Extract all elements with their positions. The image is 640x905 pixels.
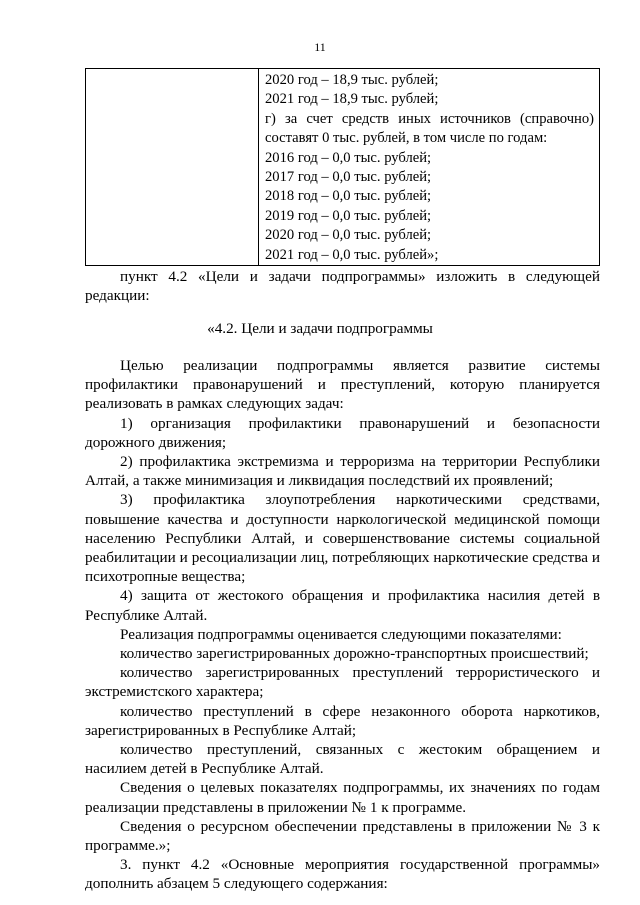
paragraph: 3. пункт 4.2 «Основные мероприятия государственной программы» дополнить абзацем 5 следующего содержания: [85, 856, 600, 893]
paragraph: 4) защита от жестокого обращения и профилактика насилия детей в Республике Алтай. [85, 587, 600, 624]
table-line: 2016 год – 0,0 тыс. рублей; [265, 149, 432, 166]
paragraph: 2) профилактика экстремизма и терроризма на территории Республики Алтай, а также минимизация и ликвидация последствий их проявлений; [85, 453, 600, 490]
table-cell-empty [86, 69, 259, 266]
table-line: 2018 год – 0,0 тыс. рублей; [265, 188, 432, 205]
paragraph: 1) организация профилактики правонарушений и безопасности дорожного движения; [85, 414, 600, 451]
table-line: 2020 год – 0,0 тыс. рублей; [265, 227, 432, 244]
table-line: составят 0 тыс. рублей, в том числе по годам: [265, 130, 548, 147]
paragraph: Целью реализации подпрограммы является развитие системы профилактики правонарушений и преступлений, которую планируется реализовать в рамках следующих задач: [85, 357, 600, 413]
paragraph: количество зарегистрированных дорожно-транспортных происшествий; [120, 645, 589, 663]
body-text [85, 356, 600, 894]
table-line: 2021 год – 18,9 тыс. рублей; [265, 91, 439, 108]
paragraph: Сведения о целевых показателях подпрограммы, их значениях по годам реализации представлены в приложении № 1 к программе. [85, 779, 600, 816]
paragraph: 3) профилактика злоупотребления наркотическими средствами, повышение качества и доступности наркологической медицинской помощи населению Республики Алтай, и совершенствование системы социальной реабилитации и ресоциализации лиц, потребляющих наркотические средства и психотропные вещества; [85, 491, 600, 586]
table-line: 2017 год – 0,0 тыс. рублей; [265, 169, 432, 186]
intro-paragraph: пункт 4.2 «Цели и задачи подпрограммы» изложить в следующей редакции: [85, 268, 600, 305]
paragraph: количество зарегистрированных преступлений террористического и экстремистского характера; [85, 664, 600, 701]
paragraph: количество преступлений, связанных с жестоким обращением и насилием детей в Республике Алтай. [85, 741, 600, 778]
table-line: г) за счет средств иных источников (справочно) [265, 110, 594, 127]
paragraph: количество преступлений в сфере незаконного оборота наркотиков, зарегистрированных в Республике Алтай; [85, 702, 600, 739]
table-row [86, 69, 600, 266]
intro-block [85, 267, 600, 305]
table-line: 2021 год – 0,0 тыс. рублей»; [265, 246, 439, 263]
section-heading: «4.2. Цели и задачи подпрограммы [207, 320, 433, 337]
table-line: 2019 год – 0,0 тыс. рублей; [265, 207, 432, 224]
table-line: 2020 год – 18,9 тыс. рублей; [265, 72, 439, 88]
paragraph: Сведения о ресурсном обеспечении представлены в приложении № 3 к программе.»; [85, 817, 600, 855]
passport-table [85, 68, 600, 266]
paragraph: Реализация подпрограммы оценивается следующими показателями: [120, 625, 562, 643]
page-number: 11 [314, 40, 326, 54]
table-cell-funding [259, 69, 600, 266]
